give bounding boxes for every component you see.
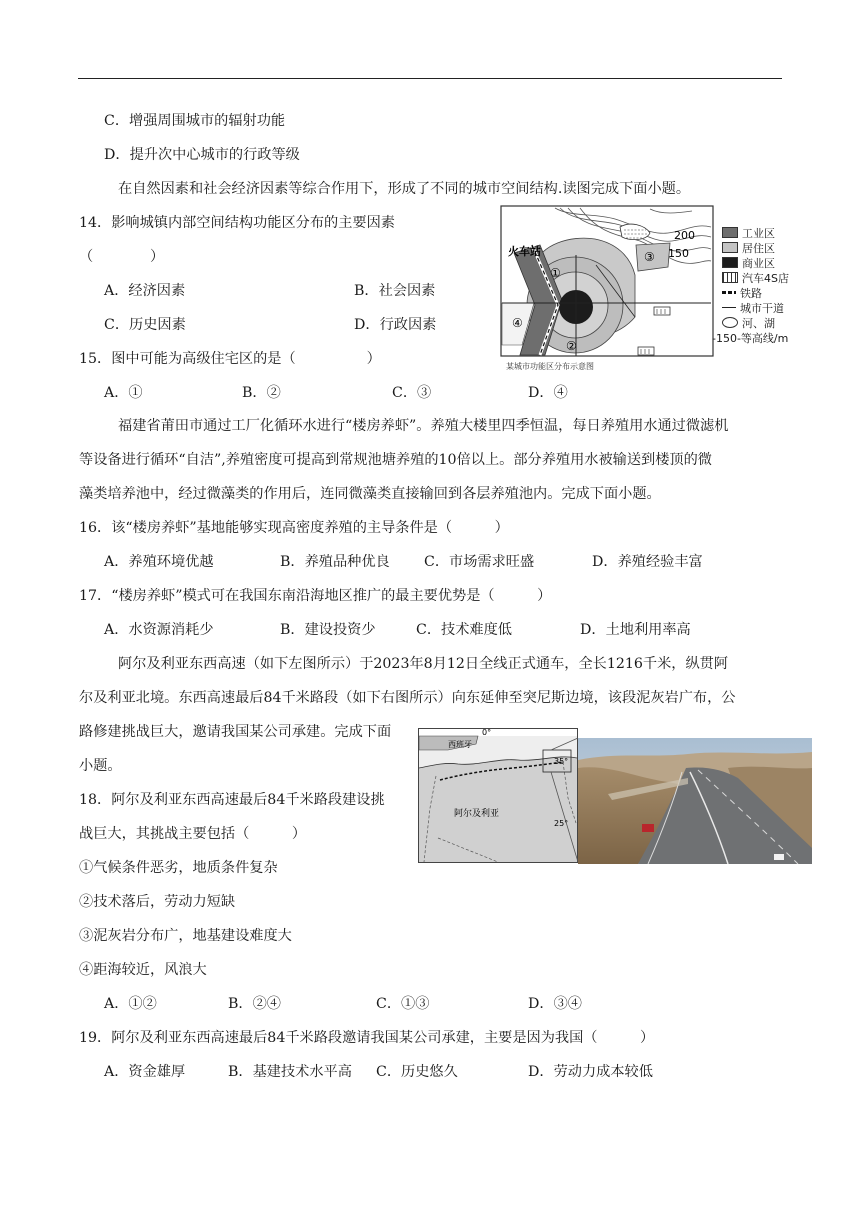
zone-3-label: ③ (644, 250, 655, 264)
q16-option-d[interactable]: D．养殖经验丰富 (592, 554, 703, 570)
question-15: 15．图中可能为高级住宅区的是（ ） (79, 351, 381, 367)
question-19: 19．阿尔及利亚东西高速最后84千米路段邀请我国某公司承建，主要是因为我国（ ） (79, 1030, 655, 1046)
question-18a: 18．阿尔及利亚东西高速最后84千米路段建设挑 (79, 792, 385, 808)
city-function-map (500, 205, 812, 375)
intro-highway-2: 尔及利亚北境。东西高速最后84千米路段（如下右图所示）向东延伸至突尼斯边境，该段泥灰岩广布，公 (79, 690, 736, 706)
q16-option-b[interactable]: B．养殖品种优良 (280, 554, 390, 570)
intro-city-structure: 在自然因素和社会经济因素等综合作用下，形成了不同的城市空间结构.读图完成下面小题。 (118, 181, 691, 197)
intro-shrimp-2: 等设备进行循环“自洁”,养殖密度可提高到常规池塘养殖的10倍以上。部分养殖用水被输送到楼顶的微 (79, 452, 712, 468)
q18-option-a[interactable]: A．①② (104, 996, 157, 1012)
q19-option-a[interactable]: A．资金雄厚 (104, 1064, 186, 1080)
city-map-svg (500, 205, 714, 357)
q14-option-a[interactable]: A．经济因素 (104, 283, 186, 299)
q15-option-c[interactable]: C．③ (392, 385, 432, 401)
q18-option-b[interactable]: B．②④ (228, 996, 281, 1012)
spain-label: 西班牙 (448, 740, 472, 749)
highway-photo (578, 738, 812, 864)
statement-4: ④距海较近，风浪大 (79, 962, 207, 978)
contour-200-label: 200 (674, 229, 695, 242)
zone-1-label: ① (550, 266, 561, 280)
option-d-prev: D．提升次中心城市的行政等级 (104, 147, 300, 163)
question-14: 14．影响城镇内部空间结构功能区分布的主要因素 (79, 215, 395, 231)
legend-residential: 居住区 (722, 240, 775, 256)
zone-2-label: ② (566, 339, 577, 353)
question-18b: 战巨大，其挑战主要包括（ ） (79, 826, 307, 842)
city-map-caption: 某城市功能区分布示意图 (506, 362, 594, 371)
q17-option-c[interactable]: C．技术难度低 (416, 622, 512, 638)
q15-option-d[interactable]: D．④ (528, 385, 568, 401)
option-c-prev: C．增强周围城市的辐射功能 (104, 113, 286, 129)
intro-highway-1: 阿尔及利亚东西高速（如下左图所示）于2023年8月12日全线正式通车，全长1216千米，纵贯阿 (118, 656, 729, 672)
q19-option-d[interactable]: D．劳动力成本较低 (528, 1064, 653, 1080)
intro-shrimp-3: 藻类培养池中，经过微藻类的作用后，连同微藻类直接输回到各层养殖池内。完成下面小题。 (79, 486, 661, 502)
legend-railway: 铁路 (722, 285, 762, 301)
legend-river-lake: 河、湖 (722, 315, 775, 331)
statement-1: ①气候条件恶劣，地质条件复杂 (79, 860, 278, 876)
highway-photo-svg (578, 738, 812, 864)
q15-option-a[interactable]: A．① (104, 385, 143, 401)
question-14-bracket: （ ） (79, 249, 165, 265)
q18-option-d[interactable]: D．③④ (528, 996, 582, 1012)
q16-option-c[interactable]: C．市场需求旺盛 (424, 554, 535, 570)
q17-option-b[interactable]: B．建设投资少 (280, 622, 376, 638)
station-label: 火车站 (508, 245, 541, 258)
q17-option-a[interactable]: A．水资源消耗少 (104, 622, 214, 638)
legend-commercial: 商业区 (722, 255, 775, 271)
lat35-label: 35° (554, 757, 569, 766)
q19-option-b[interactable]: B．基建技术水平高 (228, 1064, 352, 1080)
q17-option-d[interactable]: D．土地利用率高 (580, 622, 691, 638)
algeria-label: 阿尔及利亚 (454, 809, 500, 819)
legend-industrial: 工业区 (722, 225, 775, 241)
statement-3: ③泥灰岩分布广，地基建设难度大 (79, 928, 292, 944)
q15-option-b[interactable]: B．② (242, 385, 281, 401)
question-17: 17．“楼房养虾”模式可在我国东南沿海地区推广的最主要优势是（ ） (79, 588, 552, 604)
intro-shrimp-1: 福建省莆田市通过工厂化循环水进行“楼房养虾”。养殖大楼里四季恒温，每日养殖用水通过微滤机 (118, 418, 729, 434)
legend-4s-shop: 汽车4S店 (722, 270, 789, 286)
header-rule (78, 78, 782, 79)
question-16: 16．该“楼房养虾”基地能够实现高密度养殖的主导条件是（ ） (79, 520, 509, 536)
q16-option-a[interactable]: A．养殖环境优越 (104, 554, 214, 570)
intro-highway-4: 小题。 (79, 758, 122, 774)
q14-option-d[interactable]: D．行政因素 (354, 317, 437, 333)
lat25-label: 25° (554, 819, 569, 828)
q19-option-c[interactable]: C．历史悠久 (376, 1064, 458, 1080)
contour-150-label: 150 (668, 247, 689, 260)
connector-lines (550, 734, 580, 864)
q14-option-b[interactable]: B．社会因素 (354, 283, 436, 299)
zone-4-label: ④ (512, 316, 523, 330)
legend-main-road: 城市干道 (722, 300, 784, 316)
statement-2: ②技术落后，劳动力短缺 (79, 894, 236, 910)
legend-contour: -150-等高线/m (712, 332, 789, 345)
q14-option-c[interactable]: C．历史因素 (104, 317, 186, 333)
lon0-label: 0° (482, 728, 492, 737)
intro-highway-3: 路修建挑战巨大，邀请我国某公司承建。完成下面 (79, 724, 392, 740)
q18-option-c[interactable]: C．①③ (376, 996, 430, 1012)
